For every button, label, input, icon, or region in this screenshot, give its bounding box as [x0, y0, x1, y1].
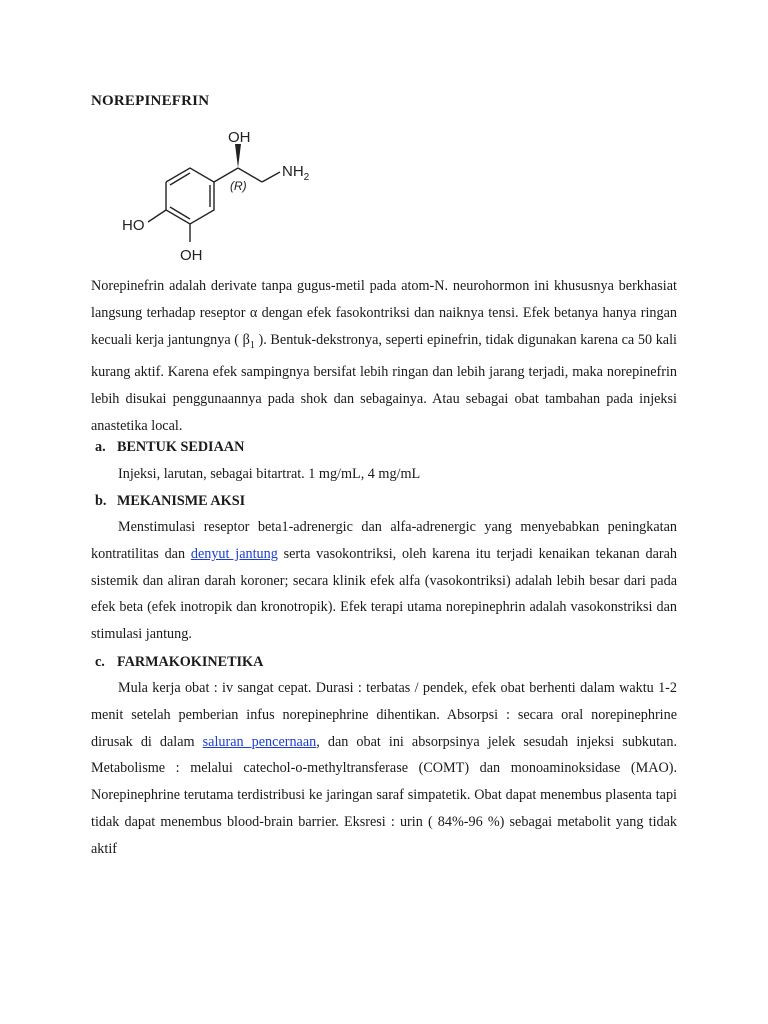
intro-paragraph: Norepinefrin adalah derivate tanpa gugus-metil pada atom-N. neurohormon ini khususnya berkhasiat langsung terhadap reseptor α dengan efek fasokontriksi dan naiknya tensi. Efek betanya hanya ringan kecuali kerja jantungnya ( $\beta_1$ ). Bentuk-dekstronya, seperti epinefrin, tidak digunakan karena ca 50 kali kurang aktif. Karena efek sampingnya bersifat lebih ringan dan lebih jarang terjadi, maka norepinefrin lebih disukai penggunaannya pada shok dan sebagainya. Atau sebagai obat tambahan pada injeksi anastetika local. — [91, 278, 677, 434]
beta-subscript: 1 — [249, 339, 255, 351]
section-c-heading: c. FARMAKOKINETIKA — [95, 654, 264, 670]
section-b-heading: b. MEKANISME AKSI — [95, 493, 246, 509]
oh-bottom-label: OH — [180, 247, 203, 264]
section-a-heading: a. BENTUK SEDIAAN — [95, 439, 245, 455]
section-c-body: Mula kerja obat : iv sangat cepat. Durasi : terbatas / pendek, efek obat berhenti dalam waktu 1-2 menit setelah pemberian infus norepinephrine dihentikan. Absorpsi : secara oral norepinephrine dirusak di dalam saluran pencernaan, dan obat ini absorpsinya jelek sesudah injeksi subkutan. Metabolisme : melalui catechol-o-methyltransferase (COMT) dan monoaminoksidase (MAO). Norepinephrine terutama terdistribusi ke jaringan saraf simpatetik. Obat dapat menembus plasenta tapi tidak dapat menembus blood-brain barrier. Eksresi : urin ( 84%-96 %) sebagai metabolit yang tidak aktif — [91, 680, 677, 857]
nh2-label: $NH_2$ — [282, 163, 310, 183]
ho-label: HO — [122, 217, 145, 234]
section-a-body: Injeksi, larutan, sebagai bitartrat. 1 mg/mL, 4 mg/mL — [118, 466, 421, 482]
saluran-pencernaan-link[interactable]: saluran pencernaan — [202, 733, 317, 750]
benzene-ring — [166, 168, 214, 224]
document-title: NOREPINEFRIN — [91, 93, 210, 109]
oh-top-label: OH — [228, 129, 251, 146]
section-b-body: Menstimulasi reseptor beta1-adrenergic dan alfa-adrenergic yang menyebabkan peningkatan kontratilitas dan denyut jantung serta vasokontriksi, oleh karena itu terjadi kenaikan tekanan darah sistemik dan aliran darah koroner; secara klinik efek alfa (vasokontriksi) adalah lebih besar dari pada efek beta (efek inotropik dan kronotropik). Efek terapi utama norepinephrin adalah vasokonstriksi dan stimulasi jantung. — [91, 519, 677, 643]
stereo-wedge-bond — [235, 144, 241, 168]
denyut-jantung-link[interactable]: denyut jantung — [190, 545, 278, 562]
norepinephrine-structure-diagram — [118, 122, 328, 267]
stereo-label: (R) — [230, 179, 247, 193]
